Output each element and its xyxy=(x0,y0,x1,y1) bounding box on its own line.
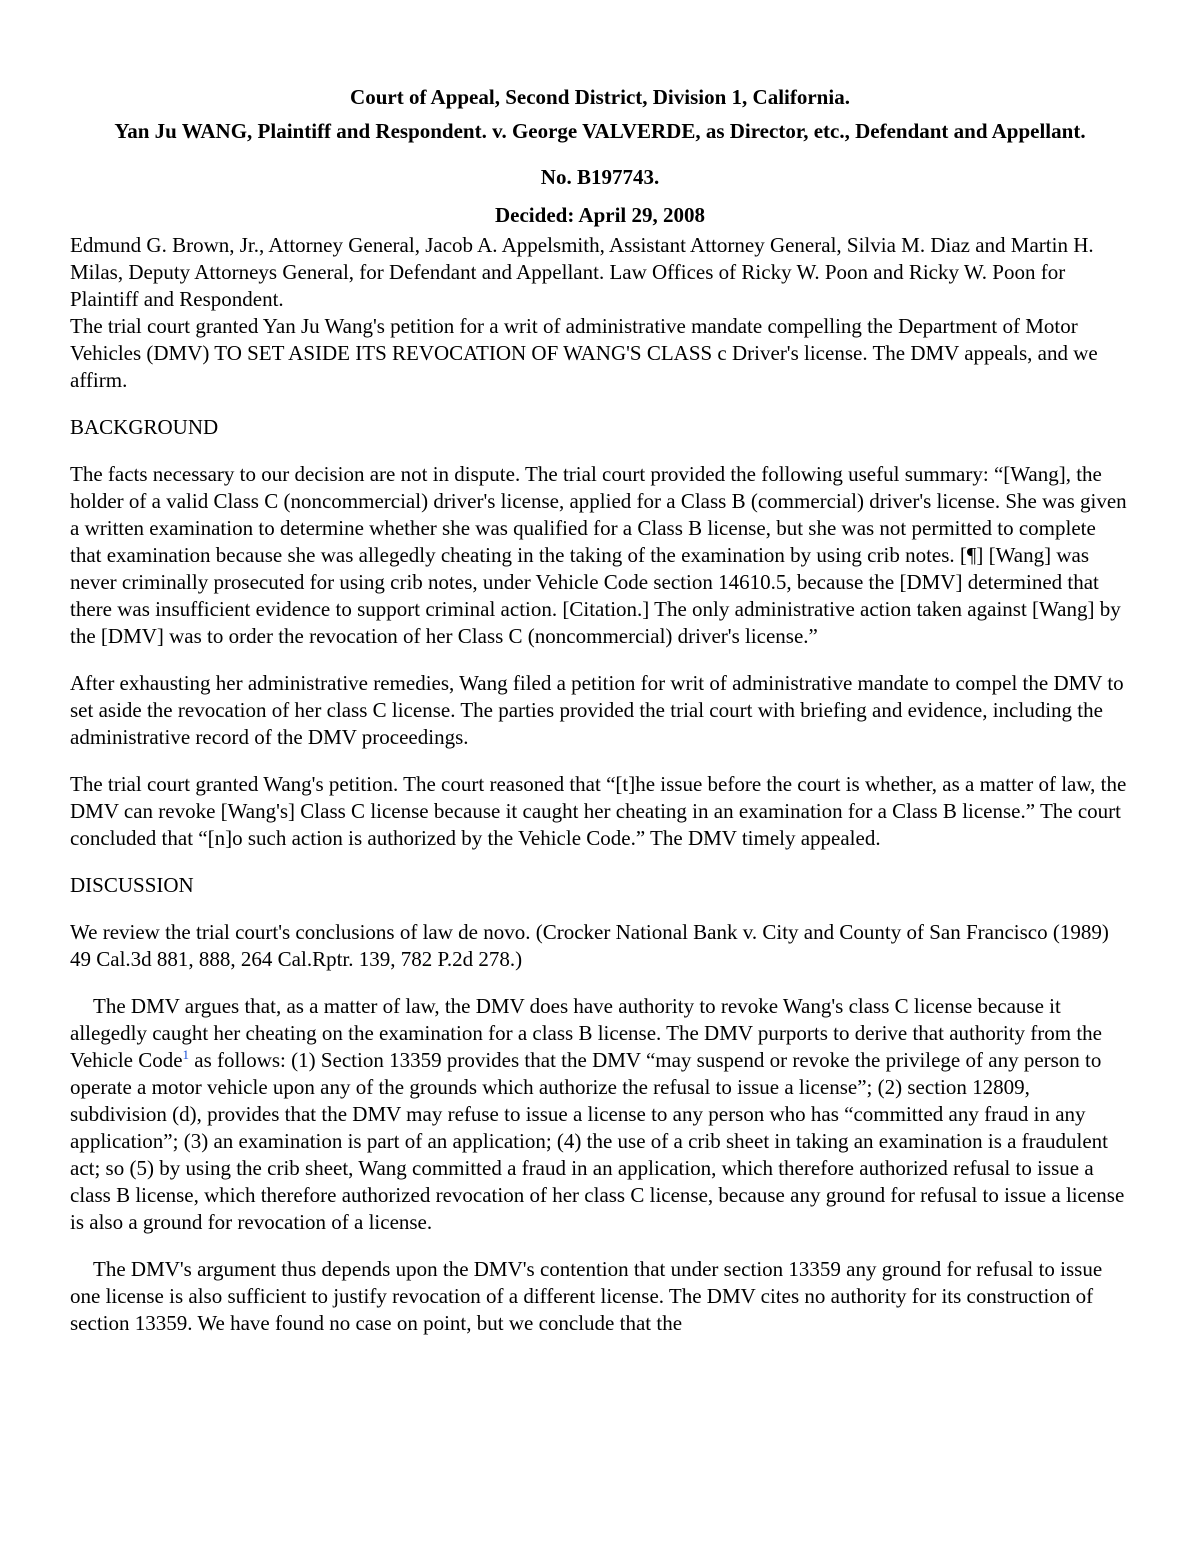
background-paragraph-1: The facts necessary to our decision are not in dispute. The trial court provided the following useful summary: “[Wang], the holder of a valid Class C (noncommercial) driver's license, applied for a Class B (commercial) driver's license. She was given a written examination to determine whether she was qualified for a Class B license, but she was not permitted to complete that examination because she was allegedly cheating in the taking of the examination by using crib notes. [¶] [Wang] was never criminally prosecuted for using crib notes, under Vehicle Code section 14610.5, because the [DMV] determined that there was insufficient evidence to support criminal action. [Citation.] The only administrative action taken against [Wang] by the [DMV] was to order the revocation of her Class C (noncommercial) driver's license.” xyxy=(70,462,1127,648)
decision-date: Decided: April 29, 2008 xyxy=(495,203,705,227)
background-heading: BACKGROUND xyxy=(70,415,219,439)
background-paragraph-3: The trial court granted Wang's petition. The court reasoned that “[t]he issue before the court is whether, as a matter of law, the DMV can revoke [Wang's] Class C license because it caught her cheating in an examination for a Class B license.” The court concluded that “[n]o such action is authorized by the Vehicle Code.” The DMV timely appealed. xyxy=(70,772,1127,850)
discussion-paragraph-1: We review the trial court's conclusions of law de novo. (Crocker National Bank v. City and County of San Francisco (1989) 49 Cal.3d 881, 888, 264 Cal.Rptr. 139, 782 P.2d 278.) xyxy=(70,920,1109,971)
background-paragraph-2: After exhausting her administrative remedies, Wang filed a petition for writ of administrative mandate to compel the DMV to set aside the revocation of her class C license. The parties provided the trial court with briefing and evidence, including the administrative record of the DMV proceedings. xyxy=(70,671,1124,749)
intro-paragraph: The trial court granted Yan Ju Wang's petition for a writ of administrative mandate compelling the Department of Motor Vehicles (DMV) TO SET ASIDE ITS REVOCATION OF WANG'S CLASS c Driver's license. The DMV appeals, and we affirm. xyxy=(70,314,1098,392)
case-parties: Yan Ju WANG, Plaintiff and Respondent. v. George VALVERDE, as Director, etc., Defendant and Appellant. xyxy=(114,119,1086,143)
counsel-paragraph: Edmund G. Brown, Jr., Attorney General, Jacob A. Appelsmith, Assistant Attorney General, Silvia M. Diaz and Martin H. Milas, Deputy Attorneys General, for Defendant and Appellant. Law Offices of Ricky W. Poon and Ricky W. Poon for Plaintiff and Respondent. xyxy=(70,233,1094,311)
court-name: Court of Appeal, Second District, Division 1, California. xyxy=(350,85,850,109)
docket-number: No. B197743. xyxy=(540,165,660,189)
discussion-paragraph-2-start: The DMV argues that, as a matter of law, the DMV does have authority to revoke Wang's class C license because it allegedly caught her cheating on the examination for a class B license. The DMV purports to derive that authority from the Vehicle Code xyxy=(70,994,1103,1072)
discussion-paragraph-3: The DMV's argument thus depends upon the DMV's contention that under section 13359 any ground for refusal to issue one license is also sufficient to justify revocation of a different license. The DMV cites no authority for its construction of section 13359. We have found no case on point, but we conclude that the xyxy=(70,1257,1103,1335)
footnote-link[interactable]: 1 xyxy=(182,1047,190,1062)
discussion-heading: DISCUSSION xyxy=(70,873,194,897)
opinion-page xyxy=(70,82,1130,1337)
discussion-paragraph-2-end: as follows: (1) Section 13359 provides that the DMV “may suspend or revoke the privilege of any person to operate a motor vehicle upon any of the grounds which authorize the refusal to issue a license”; (2) section 12809, subdivision (d), provides that the DMV may refuse to issue a license to any person who has “committed any fraud in any application”; (3) an examination is part of an application; (4) the use of a crib sheet in taking an examination is a fraudulent act; so (5) by using the crib sheet, Wang committed a fraud in an application, which therefore authorized refusal to issue a class B license, which therefore authorized revocation of her class C license, because any ground for refusal to issue a license is also a ground for revocation of a license. xyxy=(70,1048,1125,1234)
discussion-paragraph-2 xyxy=(70,993,1130,1236)
